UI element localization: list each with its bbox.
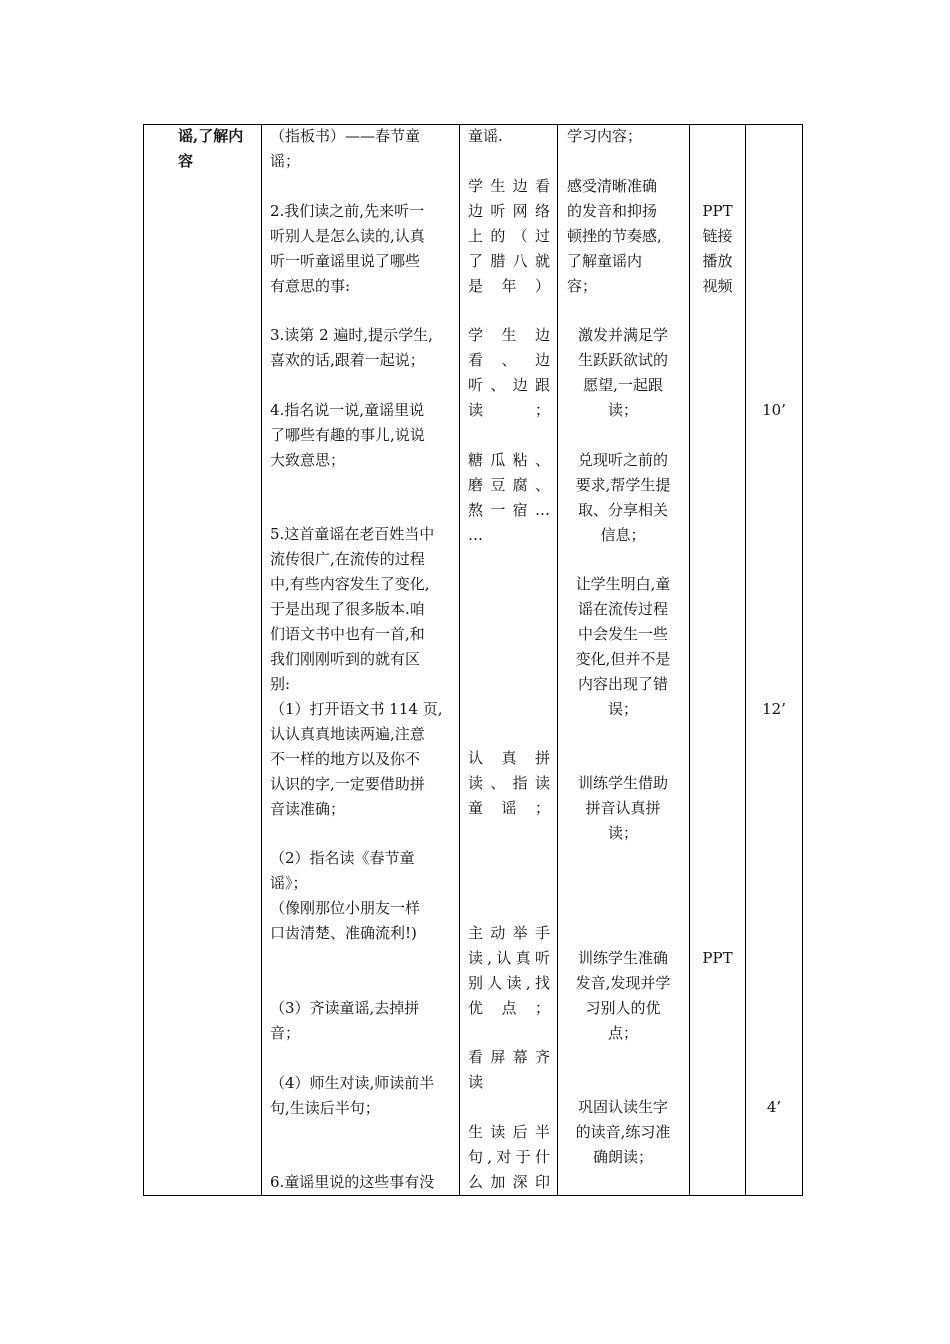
teacher-activity-5-2: （2）指名读《春节童 谣》； [270,849,415,892]
media-note-b: PPT [702,949,733,967]
teacher-activity-4: 4.指名说一说,童谣里说 了哪些有趣的事儿,说说 大致意思； [270,401,425,469]
student-activity-f: 主动举手 读,认真听 别人读,找 优点； [468,924,550,1017]
design-intent-f: 训练学生借助 拼音认真拼 读； [577,774,668,842]
student-activity-b: 学生边看 边听网络 上的（过 了腊八就 是年） [468,177,550,295]
teacher-activity-3: 3.读第 2 遍时,提示学生, 喜欢的话,跟着一起说； [270,326,433,369]
time-allocation-c: 4’ [766,1098,782,1116]
design-intent-g: 训练学生准确 发音,发现并学 习别人的优 点； [575,949,671,1042]
column-divider [261,124,262,1196]
design-intent-e: 让学生明白,童 谣在流传过程 中会发生一些 变化,但并不是 内容出现了错 误； [575,575,671,718]
teacher-activity-5-1: （1）打开语文书 114 页, 认认真真地读两遍,注意 不一样的地方以及你不 认识的字,一定要借助拼 音读准确； [270,700,443,818]
time-allocation-a: 10’ [762,401,786,419]
teacher-activity-5: 5.这首童谣在老百姓当中 流传很广,在流传的过程 中,有些内容发生了变化, 于是出现了很多版本.咱 们语文书中也有一首,和 我们刚刚听到的就有区 别: [270,525,435,693]
student-activity-h: 生读后半 句,对于什 么加深印 [468,1123,550,1191]
teacher-activity-5-4: （4）师生对读,师读前半 句,生读后半句； [270,1074,435,1117]
design-intent-b: 感受清晰准确 的发音和抑扬 顿挫的节奏感, 了解童谣内 容； [567,177,662,295]
design-intent-d: 兑现听之前的 要求,帮学生提 取、分享相关 信息； [575,451,671,544]
media-note-a: PPT 链接 播放 视频 [702,202,733,295]
teacher-activity-5-3: （3）齐读童谣,去掉拼 音； [270,999,420,1042]
student-activity-g: 看屏幕齐 读 [468,1048,550,1091]
column-divider [459,124,460,1196]
student-activity-a: 童谣. [468,127,503,145]
column-divider [745,124,746,1196]
time-allocation-b: 12’ [762,700,786,718]
design-intent-a: 学习内容； [567,127,643,145]
design-intent-h: 巩固认读生字 的读音,练习准 确朗读； [575,1098,671,1166]
design-intent-c: 激发并满足学 生跃跃欲试的 愿望,一起跟 读； [577,326,668,419]
teacher-activity-0: （指板书）——春节童 谣； [270,127,421,170]
student-activity-d: 糖瓜粘、 磨豆腐、 熬一宿… … [468,451,550,544]
section-label: 谣,了解内 容 [178,127,244,170]
column-divider [557,124,558,1196]
teacher-activity-5-2-note: （像刚那位小朋友一样 口齿清楚、准确流利!) [270,899,421,942]
teacher-activity-2: 2.我们读之前,先来听一 听别人是怎么读的,认真 听一听童谣里说了哪些 有意思的事: [270,202,425,295]
student-activity-e: 认 真 拼 读、指读 童谣； [468,749,550,817]
teacher-activity-6: 6.童谣里说的这些事有没 [270,1173,435,1191]
student-activity-c: 学 生 边 看 、 边 听、边跟 读； [468,326,550,419]
